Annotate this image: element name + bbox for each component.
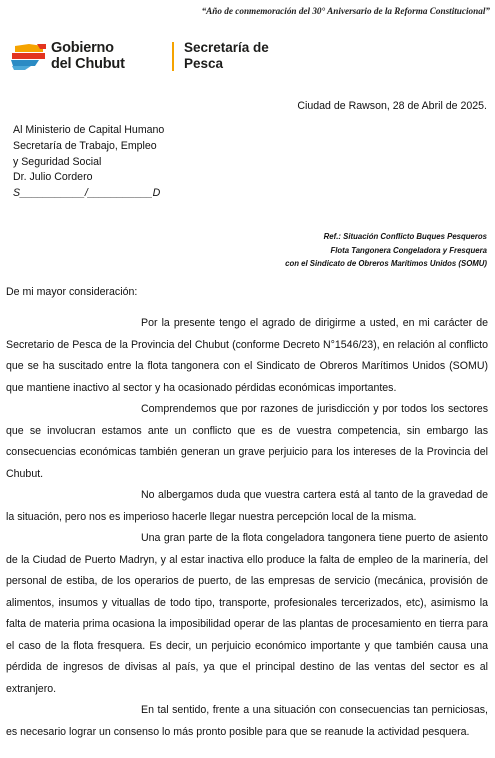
logo-gobierno-line1: Gobierno bbox=[51, 40, 114, 56]
letter-date: Ciudad de Rawson, 28 de Abril de 2025. bbox=[297, 100, 487, 112]
recipient-line: Secretaría de Trabajo, Empleo bbox=[13, 139, 157, 152]
body-paragraph: No albergamos duda que vuestra cartera está al tanto de la gravedad de la situación, pero nos es imperioso hacerle llegar nuestra percepción local de la misma. bbox=[6, 489, 488, 523]
reference-line: con el Sindicato de Obreros Marítimos Unidos (SOMU) bbox=[285, 259, 487, 268]
recipient-block bbox=[13, 123, 164, 202]
body-paragraph: Comprendemos que por razones de jurisdicción y por todos los sectores que se involucran estamos ante un conflicto que es de vuestra competencia, sin embargo las consecuencias económicas también generan un grave perjuicio para los intereses de la Provincia del Chubut. bbox=[6, 403, 488, 480]
logo-divider bbox=[172, 42, 174, 71]
header-motto: “Año de conmemoración del 30° Aniversario de la Reforma Constitucional” bbox=[201, 6, 490, 16]
recipient-line: y Seguridad Social bbox=[13, 155, 102, 168]
greeting: De mi mayor consideración: bbox=[6, 286, 138, 298]
reference-block bbox=[285, 230, 487, 271]
signature-line: S___________/___________D bbox=[13, 187, 161, 200]
recipient-line: Dr. Julio Cordero bbox=[13, 171, 93, 184]
body-paragraph: En tal sentido, frente a una situación con consecuencias tan perniciosas, es necesario lograr un consenso lo más pronto posible para que se reanude la actividad pesquera. bbox=[6, 704, 488, 738]
recipient-line: Al Ministerio de Capital Humano bbox=[13, 124, 165, 136]
logo-secretaria-line1: Secretaría de bbox=[184, 40, 269, 55]
body-paragraph: Por la presente tengo el agrado de dirigirme a usted, en mi carácter de Secretario de Pesca de la Provincia del Chubut (conforme Decreto N°1546/23), en relación al conflicto que se ha suscitado entre la flota tangonera con el Sindicato de Obreros Marítimos Unidos (SOMU) que mantiene inactivo al sector y ha ocasionado pérdidas económicas importantes. bbox=[6, 317, 488, 394]
body-paragraph: Una gran parte de la flota congeladora tangonera tiene puerto de asiento de la Ciudad de Puerto Madryn, y al estar inactiva ello produce la falta de empleo de la marinería, del personal de estiba, de los operarios de puerto, de las empresas de servicio (mecánica, provisión de alimentos, insumos y vituallas de todo tipo, transporte, profesionales tercerizados, etc), asimismo la falta de materia prima ocasiona la imposibilidad operar de las plantas de procesamiento en tierra para el caso de la flota fresquera. Es decir, un perjuicio económico importante y que también causa una pérdida de ingresos de divisas al país, ya que el principal destino de las ventas del sector es al extranjero. bbox=[6, 532, 488, 695]
reference-line: Flota Tangonera Congeladora y Fresquera bbox=[330, 245, 487, 255]
letter-body bbox=[6, 313, 488, 743]
gobierno-chubut-logo bbox=[9, 40, 169, 74]
logo-gobierno-line2: del Chubut bbox=[51, 56, 125, 72]
reference-line: Ref.: Situación Conflicto Buques Pesqueros bbox=[323, 232, 487, 241]
logo-secretaria-line2: Pesca bbox=[184, 56, 224, 71]
chubut-map-icon bbox=[9, 43, 47, 71]
